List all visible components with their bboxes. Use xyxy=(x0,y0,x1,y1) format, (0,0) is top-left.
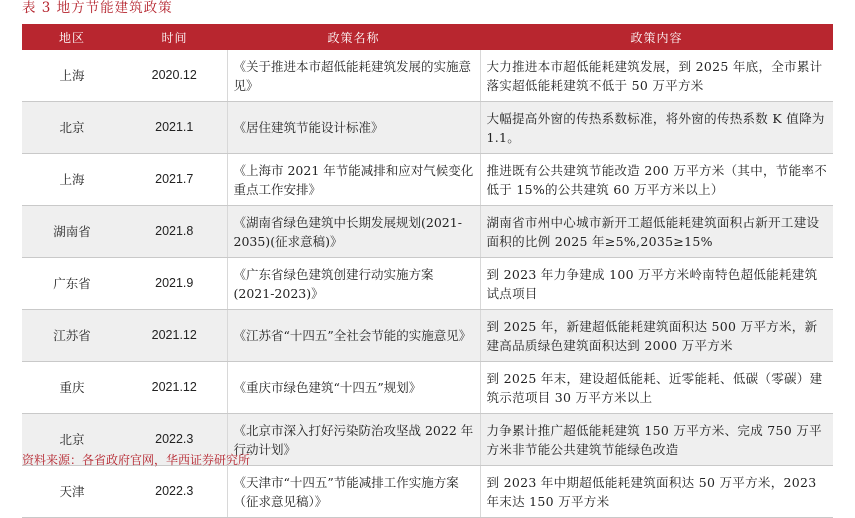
date-cell: 2021.7 xyxy=(122,154,227,206)
policy-content-cell: 到 2025 年，新建超低能耗建筑面积达 500 万平方米，新建高品质绿色建筑面积达到 2000 万平方米 xyxy=(480,310,833,362)
region-cell: 江苏省 xyxy=(22,310,122,362)
region-cell: 上海 xyxy=(22,154,122,206)
region-cell: 广东省 xyxy=(22,258,122,310)
region-cell: 天津 xyxy=(22,466,122,518)
table-row xyxy=(22,310,833,362)
date-cell: 2022.3 xyxy=(122,466,227,518)
policy-content-cell: 推进既有公共建筑节能改造 200 万平方米（其中，节能率不低于 15%的公共建筑 60 万平方米以上） xyxy=(480,154,833,206)
policy-name-cell: 《上海市 2021 年节能减排和应对气候变化重点工作安排》 xyxy=(227,154,480,206)
policy-content-cell: 大幅提高外窗的传热系数标准，将外窗的传热系数 K 值降为 1.1。 xyxy=(480,102,833,154)
region-cell: 重庆 xyxy=(22,362,122,414)
date-cell: 2021.12 xyxy=(122,362,227,414)
date-cell: 2021.8 xyxy=(122,206,227,258)
date-cell: 2021.9 xyxy=(122,258,227,310)
policy-name-cell: 《天津市“十四五”节能减排工作实施方案（征求意见稿）》 xyxy=(227,466,480,518)
column-header-region: 地区 xyxy=(22,24,122,50)
table-row xyxy=(22,258,833,310)
policy-content-cell: 湖南省市州中心城市新开工超低能耗建筑面积占新开工建设面积的比例 2025 年≥5%,2035≥15% xyxy=(480,206,833,258)
column-header-policy-name: 政策名称 xyxy=(227,24,480,50)
policy-name-cell: 《北京市深入打好污染防治攻坚战 2022 年行动计划》 xyxy=(227,414,480,466)
policy-content-cell: 大力推进本市超低能耗建筑发展，到 2025 年底，全市累计落实超低能耗建筑不低于 50 万平方米 xyxy=(480,50,833,102)
date-cell: 2021.12 xyxy=(122,310,227,362)
policy-name-cell: 《居住建筑节能设计标准》 xyxy=(227,102,480,154)
table-row xyxy=(22,362,833,414)
policy-table xyxy=(22,24,833,518)
region-cell: 北京 xyxy=(22,102,122,154)
date-cell: 2021.1 xyxy=(122,102,227,154)
region-cell: 上海 xyxy=(22,50,122,102)
region-cell: 北京 xyxy=(22,414,122,466)
policy-name-cell: 《湖南省绿色建筑中长期发展规划(2021-2035)(征求意稿)》 xyxy=(227,206,480,258)
policy-content-cell: 到 2023 年力争建成 100 万平方米岭南特色超低能耗建筑试点项目 xyxy=(480,258,833,310)
policy-content-cell: 力争累计推广超低能耗建筑 150 万平方米、完成 750 万平方米非节能公共建筑节能绿色改造 xyxy=(480,414,833,466)
source-note: 资料来源：各省政府官网，华西证券研究所 xyxy=(22,453,251,467)
policy-content-cell: 到 2023 年中期超低能耗建筑面积达 50 万平方米，2023 年末达 150 万平方米 xyxy=(480,466,833,518)
table-header-row xyxy=(22,24,833,50)
policy-name-cell: 《关于推进本市超低能耗建筑发展的实施意见》 xyxy=(227,50,480,102)
table-row xyxy=(22,466,833,518)
column-header-date: 时间 xyxy=(122,24,227,50)
policy-name-cell: 《广东省绿色建筑创建行动实施方案(2021-2023)》 xyxy=(227,258,480,310)
policy-content-cell: 到 2025 年末，建设超低能耗、近零能耗、低碳（零碳）建筑示范项目 30 万平方米以上 xyxy=(480,362,833,414)
table-row xyxy=(22,154,833,206)
date-cell: 2020.12 xyxy=(122,50,227,102)
table-row xyxy=(22,50,833,102)
date-cell: 2022.3 xyxy=(122,414,227,466)
region-cell: 湖南省 xyxy=(22,206,122,258)
column-header-policy-content: 政策内容 xyxy=(480,24,833,50)
table-row xyxy=(22,102,833,154)
table-title: 表 3 地方节能建筑政策 xyxy=(22,0,173,16)
policy-name-cell: 《江苏省“十四五”全社会节能的实施意见》 xyxy=(227,310,480,362)
policy-name-cell: 《重庆市绿色建筑“十四五”规划》 xyxy=(227,362,480,414)
table-row xyxy=(22,206,833,258)
